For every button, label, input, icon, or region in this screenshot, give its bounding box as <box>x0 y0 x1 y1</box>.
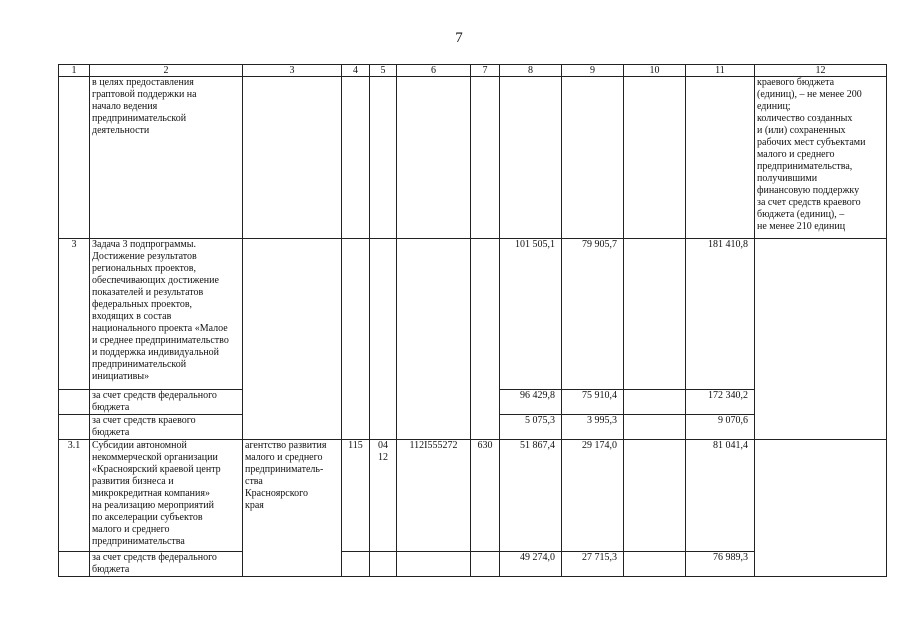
col-header: 6 <box>397 65 471 77</box>
col-header: 3 <box>243 65 342 77</box>
value-col11: 76 989,3 <box>686 552 755 577</box>
table-row <box>59 239 887 390</box>
col-header: 11 <box>686 65 755 77</box>
col-header: 2 <box>90 65 243 77</box>
value-col9: 79 905,7 <box>562 239 624 390</box>
row-number: 3 <box>59 239 90 390</box>
value-col11: 172 340,2 <box>686 390 755 415</box>
row-description: за счет средств федерального бюджета <box>90 390 243 415</box>
value-col8: 5 075,3 <box>500 415 562 440</box>
col-header: 10 <box>624 65 686 77</box>
code-rzpr: 04 12 <box>370 440 397 552</box>
header-row <box>59 65 887 77</box>
col-header: 9 <box>562 65 624 77</box>
responsible-agency: агентство развития малого и среднего предприниматель- ства Красноярского края <box>243 440 342 577</box>
code-csr: 112I555272 <box>397 440 471 552</box>
budget-table <box>58 64 887 577</box>
row-description: за счет средств федерального бюджета <box>90 552 243 577</box>
table-row <box>59 77 887 239</box>
value-col8: 101 505,1 <box>500 239 562 390</box>
value-col8: 49 274,0 <box>500 552 562 577</box>
col-header: 12 <box>755 65 887 77</box>
cont-indicators: краевого бюджета (единиц), – не менее 200 единиц; количество созданных и (или) сохраненных рабочих мест субъектами малого и среднего предпринимательства, получившими финансовую поддержку за счет средств краевого бюджета (единиц), – не менее 210 единиц <box>755 77 887 239</box>
value-col11: 181 410,8 <box>686 239 755 390</box>
col-header: 1 <box>59 65 90 77</box>
row-description: Задача 3 подпрограммы. Достижение результатов региональных проектов, обеспечивающих достижение показателей и результатов федеральных проектов, входящих в состав национального проекта «Малое и среднее предпринимательство и поддержка индивидуальной предпринимательской инициативы» <box>90 239 243 390</box>
value-col9: 3 995,3 <box>562 415 624 440</box>
value-col11: 9 070,6 <box>686 415 755 440</box>
col-header: 5 <box>370 65 397 77</box>
table-row <box>59 440 887 552</box>
row-description: за счет средств краевого бюджета <box>90 415 243 440</box>
value-col9: 29 174,0 <box>562 440 624 552</box>
row-number: 3.1 <box>59 440 90 552</box>
col-header: 8 <box>500 65 562 77</box>
col-header: 4 <box>342 65 370 77</box>
page-number: 7 <box>455 30 463 46</box>
value-col8: 96 429,8 <box>500 390 562 415</box>
row-description: Субсидии автономной некоммерческой организации «Красноярский краевой центр развития бизнеса и микрокредитная компания» на реализацию мероприятий по акселерации субъектов малого и среднего предпринимательства <box>90 440 243 552</box>
value-col8: 51 867,4 <box>500 440 562 552</box>
cont-description: в целях предоставления граптовой поддержки на начало ведения предпринимательской деятельности <box>90 77 243 239</box>
value-col9: 27 715,3 <box>562 552 624 577</box>
code-vr: 630 <box>471 440 500 552</box>
value-col11: 81 041,4 <box>686 440 755 552</box>
value-col9: 75 910,4 <box>562 390 624 415</box>
col-header: 7 <box>471 65 500 77</box>
code-grbs: 115 <box>342 440 370 552</box>
